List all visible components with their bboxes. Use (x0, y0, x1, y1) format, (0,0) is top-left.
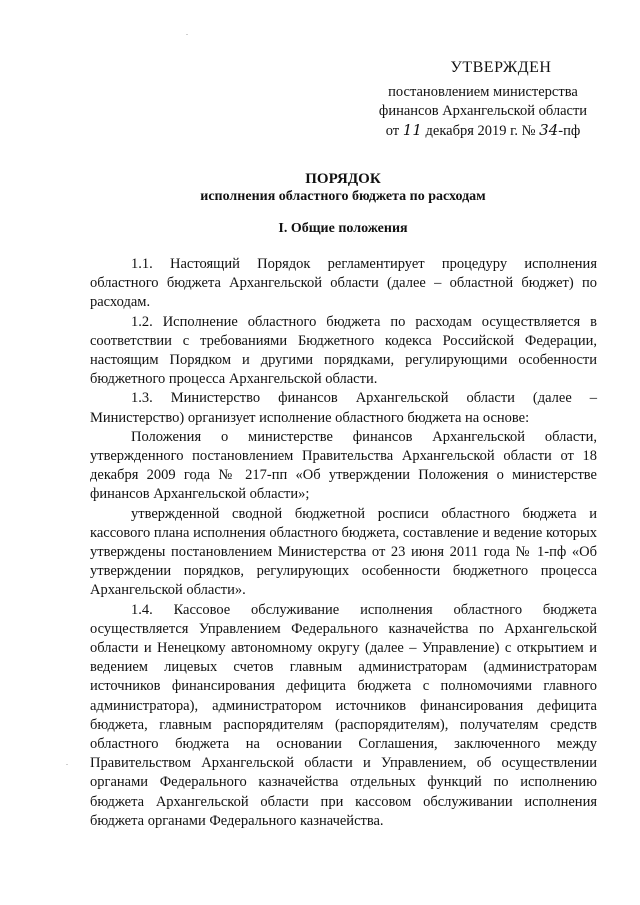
approval-date-line (372, 121, 594, 141)
paragraph-1-4: 1.4. Кассовое обслуживание исполнения областного бюджета осуществляется Управлением Федерального казначейства по Архангельской области и Ненецкому автономному округу (далее – Управление) с открытием и ведением лицевых счетов главным администраторам (администраторам источников финансирования дефицита бюджета с полномочиями главного администратора), администратором источников финансирования дефицита бюджета, главным распорядителям (распорядителям), получателям средств областного бюджета на основании Соглашения, заключенного между Правительством Архангельской области и Управлением, об осуществлении органами Федерального казначейства отдельных функций по исполнению бюджета Архангельской области при кассовом обслуживании исполнения бюджета органами Федерального казначейства. (90, 601, 597, 829)
number-suffix: -пф (558, 123, 581, 139)
paragraph-basis-1: Положения о министерстве финансов Архангельской области, утвержденного постановлением Правительства Архангельской области от 18 декабря 2009 года № 217-пп «Об утверждении Положения о министерстве финансов Архангельской области»; (90, 428, 597, 503)
handwritten-day: 11 (402, 121, 422, 139)
date-prefix: от (385, 123, 400, 139)
document-title-block (90, 170, 596, 206)
document-title: ПОРЯДОК (305, 171, 381, 187)
approved-heading: УТВЕРЖДЕН (450, 59, 552, 76)
date-rest: декабря 2019 г. № (425, 123, 536, 139)
approval-line-2: финансов Архангельской области (378, 103, 588, 119)
document-body (90, 255, 597, 831)
paragraph-1-2: 1.2. Исполнение областного бюджета по расходам осуществляется в соответствии с требованиями Бюджетного кодекса Российской Федерации, настоящим Порядком и другими порядками, регулирующими особенности бюджетного процесса Архангельской области. (90, 313, 597, 388)
paragraph-1-3: 1.3. Министерство финансов Архангельской области (далее – Министерство) организует исполнение областного бюджета на основе: (90, 390, 597, 426)
paragraph-basis-2: утвержденной сводной бюджетной росписи областного бюджета и кассового плана исполнения областного бюджета, составление и ведение которых утверждены постановлением Министерства от 23 июня 2011 года № 1-пф «Об утверждении порядков, регулирующих особенности бюджетного процесса Архангельской области». (90, 505, 597, 599)
document-subtitle: исполнения областного бюджета по расходам (200, 189, 486, 204)
paragraph-1-1: 1.1. Настоящий Порядок регламентирует процедуру исполнения областного бюджета Архангельской области (далее – областной бюджет) по расходам. (90, 256, 597, 311)
scan-speck (186, 34, 188, 35)
section-heading: I. Общие положения (278, 221, 408, 236)
scan-speck (66, 764, 68, 765)
handwritten-number: 34 (539, 121, 559, 139)
approval-stamp (372, 58, 594, 141)
approval-line-1: постановлением министерства (388, 84, 578, 100)
